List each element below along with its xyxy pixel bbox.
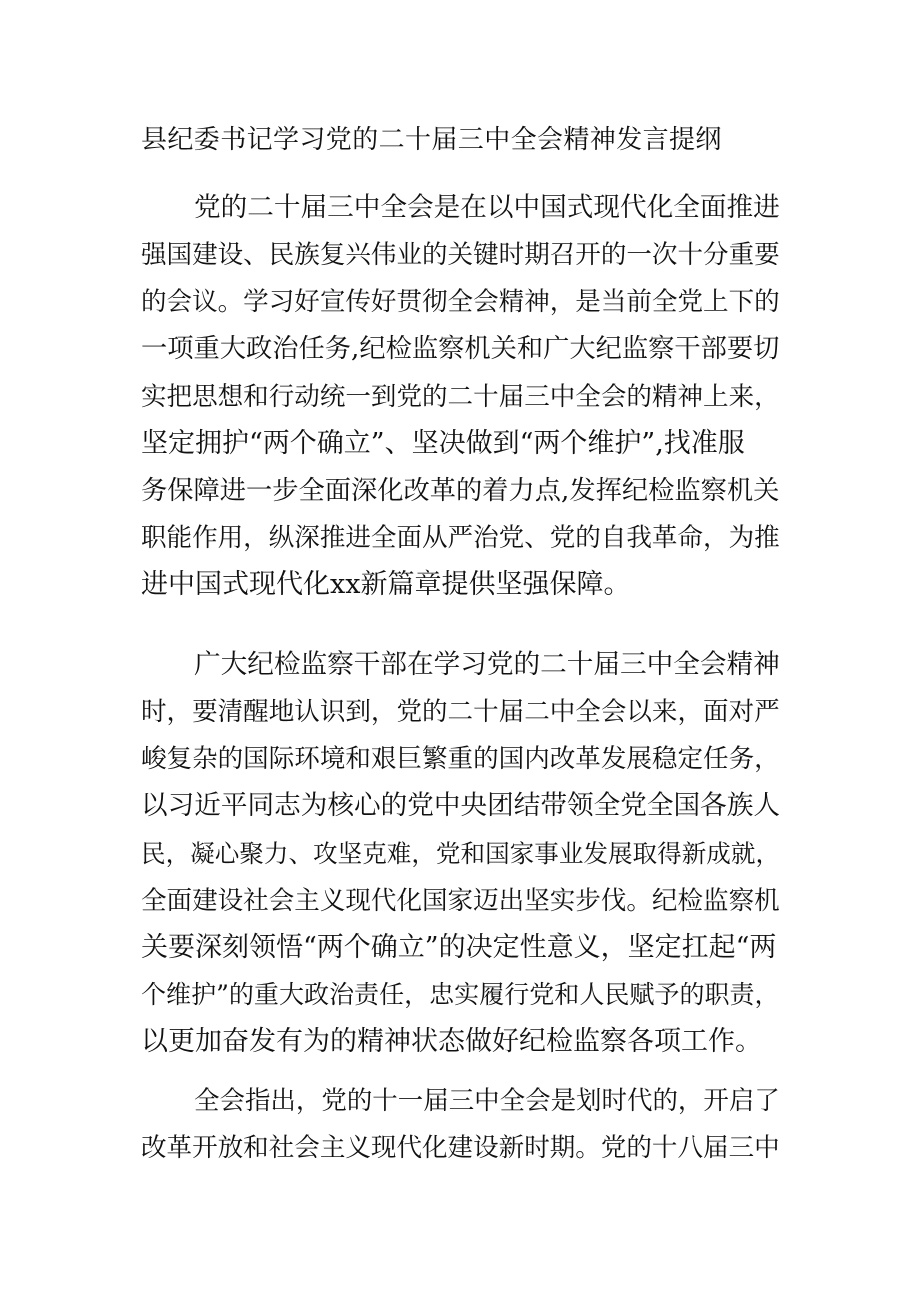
paragraph-3-line-1: 全会指出，党的十一届三中全会是划时代的，开启了 [194, 1086, 780, 1116]
paragraph-2-line-9: 以更加奋发有为的精神状态做好纪检监察各项工作。 [141, 1026, 762, 1057]
paragraph-1-line-6: 坚定拥护“两个确立”、坚决做到“两个维护”,找准服 [141, 428, 745, 459]
paragraph-1-line-3: 的会议。学习好宣传好贯彻全会精神，是当前全党上下的 [141, 287, 780, 317]
paragraph-2-line-8: 个维护”的重大政治责任，忠实履行党和人民赋予的职责， [141, 980, 780, 1009]
paragraph-2-line-7: 关要深刻领悟“两个确立”的决定性意义，坚定扛起“两 [141, 932, 777, 963]
paragraph-1-line-5: 实把思想和行动统一到党的二十届三中全会的精神上来， [141, 382, 780, 412]
paragraph-1-line-2: 强国建设、民族复兴伟业的关键时期召开的一次十分重要 [141, 240, 780, 270]
paragraph-1-line-9: 进中国式现代化xx新篇章提供坚强保障。 [141, 569, 631, 600]
paragraph-3-line-2: 改革开放和社会主义现代化建设新时期。党的十八届三中 [141, 1133, 780, 1163]
paragraph-1-line-8: 职能作用，纵深推进全面从严治党、党的自我革命，为推 [141, 523, 780, 553]
paragraph-2-line-4: 以习近平同志为核心的党中央团结带领全党全国各族人 [141, 790, 780, 821]
paragraph-2-line-5: 民，凝心聚力、攻坚克难，党和国家事业发展取得新成就， [141, 839, 781, 868]
paragraph-2-line-2: 时，要清醒地认识到，党的二十届二中全会以来，面对严 [141, 697, 780, 727]
paragraph-2-line-1: 广大纪检监察干部在学习党的二十届三中全会精神 [194, 649, 780, 680]
paragraph-2-line-3: 峻复杂的国际环境和艰巨繁重的国内改革发展稳定任务， [141, 744, 780, 774]
paragraph-1-line-1: 党的二十届三中全会是在以中国式现代化全面推进 [194, 192, 780, 223]
paragraph-1-line-4: 一项重大政治任务,纪检监察机关和广大纪监察干部要切 [141, 334, 780, 364]
paragraph-2-line-6: 全面建设社会主义现代化国家迈出坚实步伐。纪检监察机 [141, 886, 780, 916]
paragraph-1-line-7: 务保障进一步全面深化改革的着力点,发挥纪检监察机关 [141, 476, 780, 506]
document-title: 县纪委书记学习党的二十届三中全会精神发言提纲 [141, 125, 722, 155]
